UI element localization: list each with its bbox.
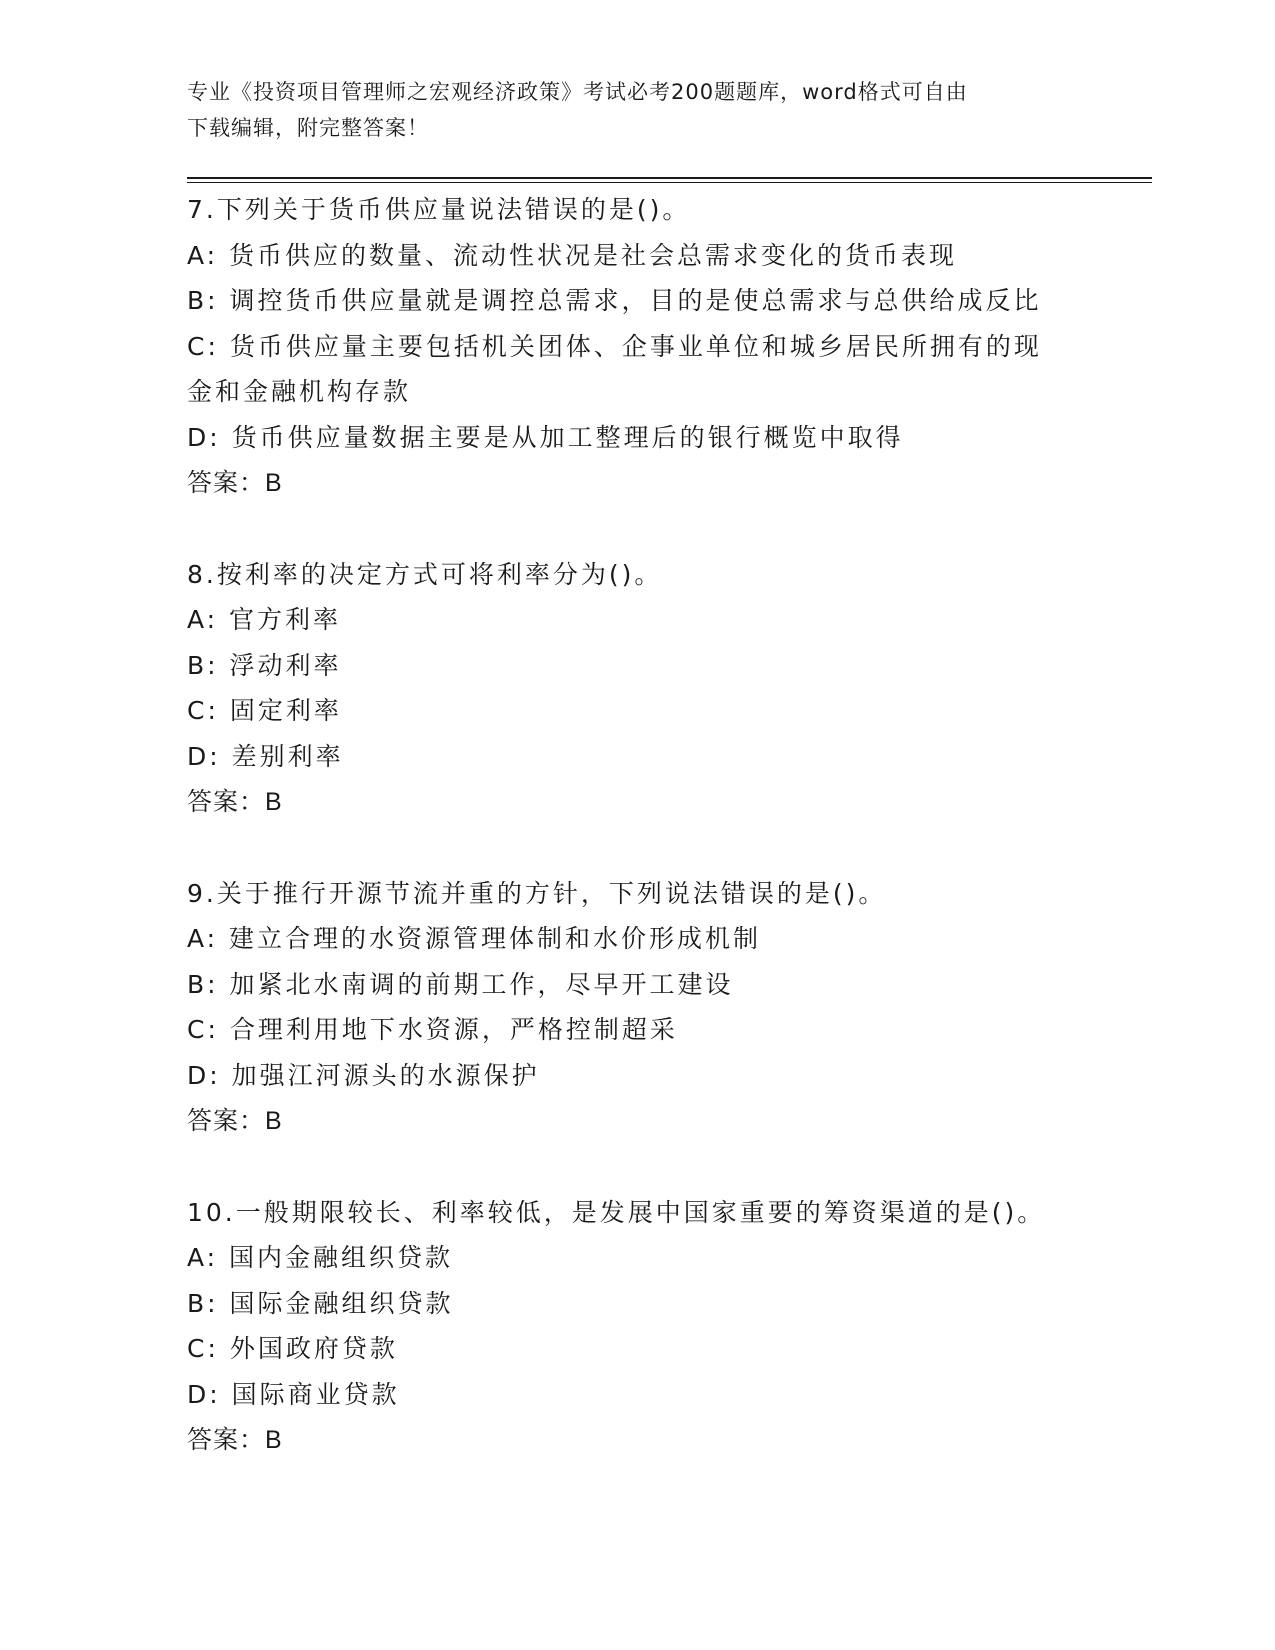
option-label: D: — [187, 422, 221, 452]
question-9 — [187, 871, 1147, 1144]
option-label: D: — [187, 741, 221, 771]
option-d — [187, 734, 1147, 780]
option-text: 合理利用地下水资源，严格控制超采 — [229, 1015, 678, 1044]
answer-value: B — [265, 1107, 283, 1135]
option-text: 调控货币供应量就是调控总需求，目的是使总需求与总供给成反比 — [229, 286, 1042, 315]
option-label: C: — [187, 1015, 219, 1044]
question-stem: 7.下列关于货币供应量说法错误的是()。 — [187, 195, 691, 224]
option-c-continued: 金和金融机构存款 — [187, 377, 412, 406]
answer-value: B — [265, 1426, 283, 1454]
option-text: 建立合理的水资源管理体制和水价形成机制 — [229, 924, 762, 953]
option-label: D: — [187, 1379, 221, 1409]
option-text: 官方利率 — [229, 605, 342, 634]
answer-label: 答案： — [187, 787, 266, 816]
option-text: 货币供应量主要包括机关团体、企事业单位和城乡居民所拥有的现 — [229, 331, 1042, 361]
option-d — [187, 1372, 1147, 1418]
option-b — [187, 1281, 1147, 1327]
header-line-1: 专业《投资项目管理师之宏观经济政策》考试必考200题题库，word格式可自由 — [187, 80, 968, 104]
option-text: 外国政府贷款 — [229, 1334, 398, 1363]
answer-line — [187, 779, 1147, 825]
question-list — [187, 187, 1147, 1509]
answer-label: 答案： — [187, 1106, 266, 1135]
option-a — [187, 1235, 1147, 1281]
option-label: D: — [187, 1060, 221, 1090]
option-label: B: — [187, 969, 219, 999]
document-header — [187, 74, 1067, 146]
option-label: A: — [187, 605, 219, 634]
option-label: A: — [187, 1243, 219, 1272]
option-label: A: — [187, 240, 219, 270]
answer-line — [187, 460, 1147, 506]
option-label: B: — [187, 650, 219, 680]
header-divider-thin — [187, 182, 1152, 183]
answer-value: B — [265, 469, 283, 497]
option-text: 国际商业贷款 — [231, 1379, 400, 1409]
header-line-2: 下载编辑，附完整答案！ — [187, 116, 429, 140]
option-a — [187, 916, 1147, 962]
option-c — [187, 1326, 1147, 1372]
option-text: 差别利率 — [231, 741, 344, 771]
option-text: 国内金融组织贷款 — [229, 1243, 454, 1272]
option-a — [187, 233, 1147, 279]
option-c — [187, 324, 1147, 370]
answer-line — [187, 1417, 1147, 1463]
option-c — [187, 688, 1147, 734]
option-label: C: — [187, 1334, 219, 1363]
answer-line — [187, 1098, 1147, 1144]
question-stem: 10.一般期限较长、利率较低，是发展中国家重要的筹资渠道的是()。 — [187, 1197, 1046, 1227]
question-stem: 8.按利率的决定方式可将利率分为()。 — [187, 559, 663, 589]
question-8 — [187, 552, 1147, 825]
option-label: C: — [187, 696, 219, 725]
option-text: 国际金融组织贷款 — [229, 1288, 454, 1318]
option-b — [187, 278, 1147, 324]
question-7 — [187, 187, 1147, 506]
option-d — [187, 415, 1147, 461]
question-stem: 9.关于推行开源节流并重的方针，下列说法错误的是()。 — [187, 878, 887, 908]
answer-label: 答案： — [187, 1425, 266, 1454]
option-label: B: — [187, 286, 219, 315]
option-label: C: — [187, 331, 219, 361]
option-b — [187, 643, 1147, 689]
option-label: A: — [187, 924, 219, 953]
question-10 — [187, 1190, 1147, 1463]
option-c — [187, 1007, 1147, 1053]
option-text: 货币供应的数量、流动性状况是社会总需求变化的货币表现 — [229, 240, 958, 270]
option-label: B: — [187, 1288, 219, 1318]
header-divider-thick — [187, 177, 1152, 179]
option-b — [187, 962, 1147, 1008]
answer-label: 答案： — [187, 468, 266, 497]
option-text: 固定利率 — [229, 696, 342, 725]
answer-value: B — [265, 788, 283, 816]
option-text: 浮动利率 — [229, 650, 342, 680]
option-text: 加强江河源头的水源保护 — [231, 1060, 540, 1090]
option-text: 加紧北水南调的前期工作，尽早开工建设 — [229, 969, 734, 999]
option-text: 货币供应量数据主要是从加工整理后的银行概览中取得 — [231, 422, 904, 452]
option-a — [187, 597, 1147, 643]
option-d — [187, 1053, 1147, 1099]
